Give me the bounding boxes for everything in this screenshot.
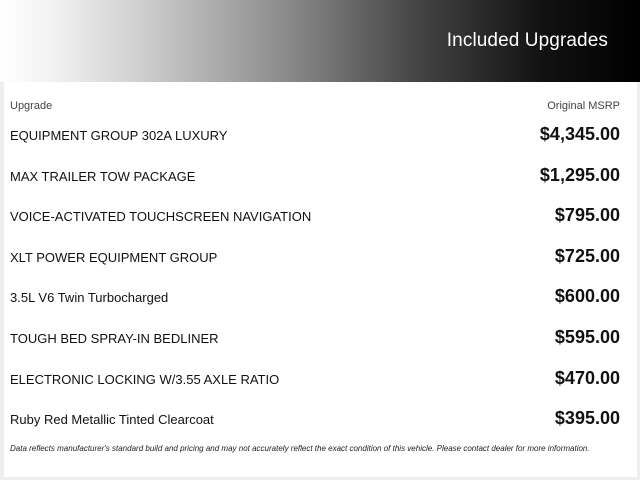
upgrade-row xyxy=(0,399,640,440)
upgrade-price: $1,295.00 xyxy=(539,164,620,185)
upgrade-row xyxy=(0,359,640,400)
upgrade-name: MAX TRAILER TOW PACKAGE xyxy=(10,168,196,184)
header-banner xyxy=(0,0,640,82)
upgrade-row xyxy=(0,115,640,156)
upgrade-row xyxy=(0,277,640,318)
disclaimer-text: Data reflects manufacturer's standard build and pricing and may not accurately reflect the exact condition of this vehicle. Please contact dealer for more information. xyxy=(10,444,590,453)
upgrade-name: XLT POWER EQUIPMENT GROUP xyxy=(10,249,218,265)
upgrade-row xyxy=(0,156,640,197)
upgrade-name: ELECTRONIC LOCKING W/3.55 AXLE RATIO xyxy=(10,371,280,387)
upgrade-column-header: Upgrade xyxy=(10,100,53,112)
upgrade-name: TOUGH BED SPRAY-IN BEDLINER xyxy=(10,330,219,346)
upgrade-name: 3.5L V6 Twin Turbocharged xyxy=(10,290,169,306)
upgrade-price: $395.00 xyxy=(554,408,620,429)
upgrades-list xyxy=(0,115,640,440)
upgrade-name: VOICE-ACTIVATED TOUCHSCREEN NAVIGATION xyxy=(10,209,312,225)
upgrade-row xyxy=(0,318,640,359)
upgrade-name: Ruby Red Metallic Tinted Clearcoat xyxy=(10,412,214,428)
upgrade-price: $725.00 xyxy=(554,245,620,266)
upgrade-price: $470.00 xyxy=(554,367,620,388)
page-title: Included Upgrades xyxy=(446,30,608,51)
upgrade-price: $595.00 xyxy=(554,326,620,347)
upgrade-price: $4,345.00 xyxy=(539,124,620,144)
msrp-column-header: Original MSRP xyxy=(547,100,620,112)
upgrade-row xyxy=(0,196,640,237)
upgrade-price: $795.00 xyxy=(554,205,620,226)
upgrade-row xyxy=(0,237,640,278)
upgrade-price: $600.00 xyxy=(554,286,620,307)
upgrade-name: EQUIPMENT GROUP 302A LUXURY xyxy=(10,128,228,143)
